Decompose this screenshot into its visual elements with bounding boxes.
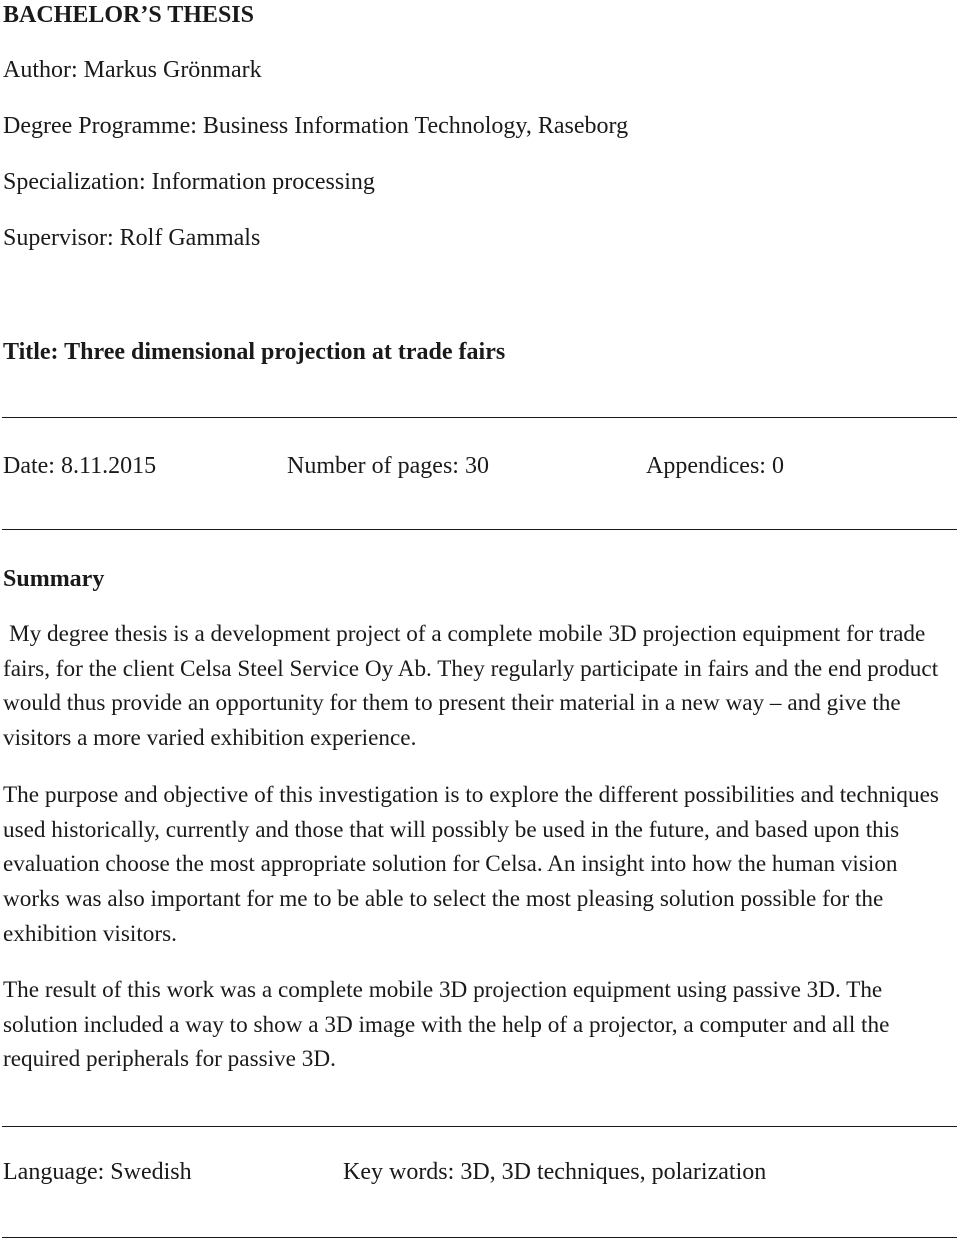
supervisor-line: Supervisor: Rolf Gammals	[3, 225, 261, 251]
keywords-field: Key words: 3D, 3D techniques, polarization	[343, 1159, 767, 1185]
summary-heading: Summary	[3, 566, 105, 592]
thesis-title: Title: Three dimensional projection at trade fairs	[3, 339, 506, 365]
divider	[2, 1126, 957, 1127]
divider	[2, 529, 957, 530]
specialization-line: Specialization: Information processing	[3, 169, 375, 195]
degree-programme-line: Degree Programme: Business Information Technology, Raseborg	[3, 113, 629, 139]
summary-paragraph: My degree thesis is a development project of a complete mobile 3D projection equipment for trade fairs, for the client Celsa Steel Service Oy Ab. They regularly participate in fairs and the end product would thus provide an opportunity for them to present their material in a new way – and give the visitors a more varied exhibition experience.	[3, 621, 939, 752]
appendices-field: Appendices: 0	[646, 453, 784, 479]
date-field: Date: 8.11.2015	[3, 453, 157, 479]
summary-paragraph: The result of this work was a complete mobile 3D projection equipment using passive 3D. The solution included a way to show a 3D image with the help of a projector, a computer and all the required peripherals for passive 3D.	[3, 977, 890, 1073]
pages-field: Number of pages: 30	[287, 453, 489, 479]
language-field: Language: Swedish	[3, 1159, 192, 1185]
summary-paragraph: The purpose and objective of this investigation is to explore the different possibilities and techniques used historically, currently and those that will possibly be used in the future, and based upon this evaluation choose the most appropriate solution for Celsa. An insight into how the human vision works was also important for me to be able to select the most pleasing solution possible for the exhibition visitors.	[3, 782, 939, 947]
divider	[2, 417, 957, 418]
divider	[2, 1237, 957, 1238]
author-line: Author: Markus Grönmark	[3, 57, 262, 83]
document-type-heading: BACHELOR’S THESIS	[3, 2, 254, 28]
